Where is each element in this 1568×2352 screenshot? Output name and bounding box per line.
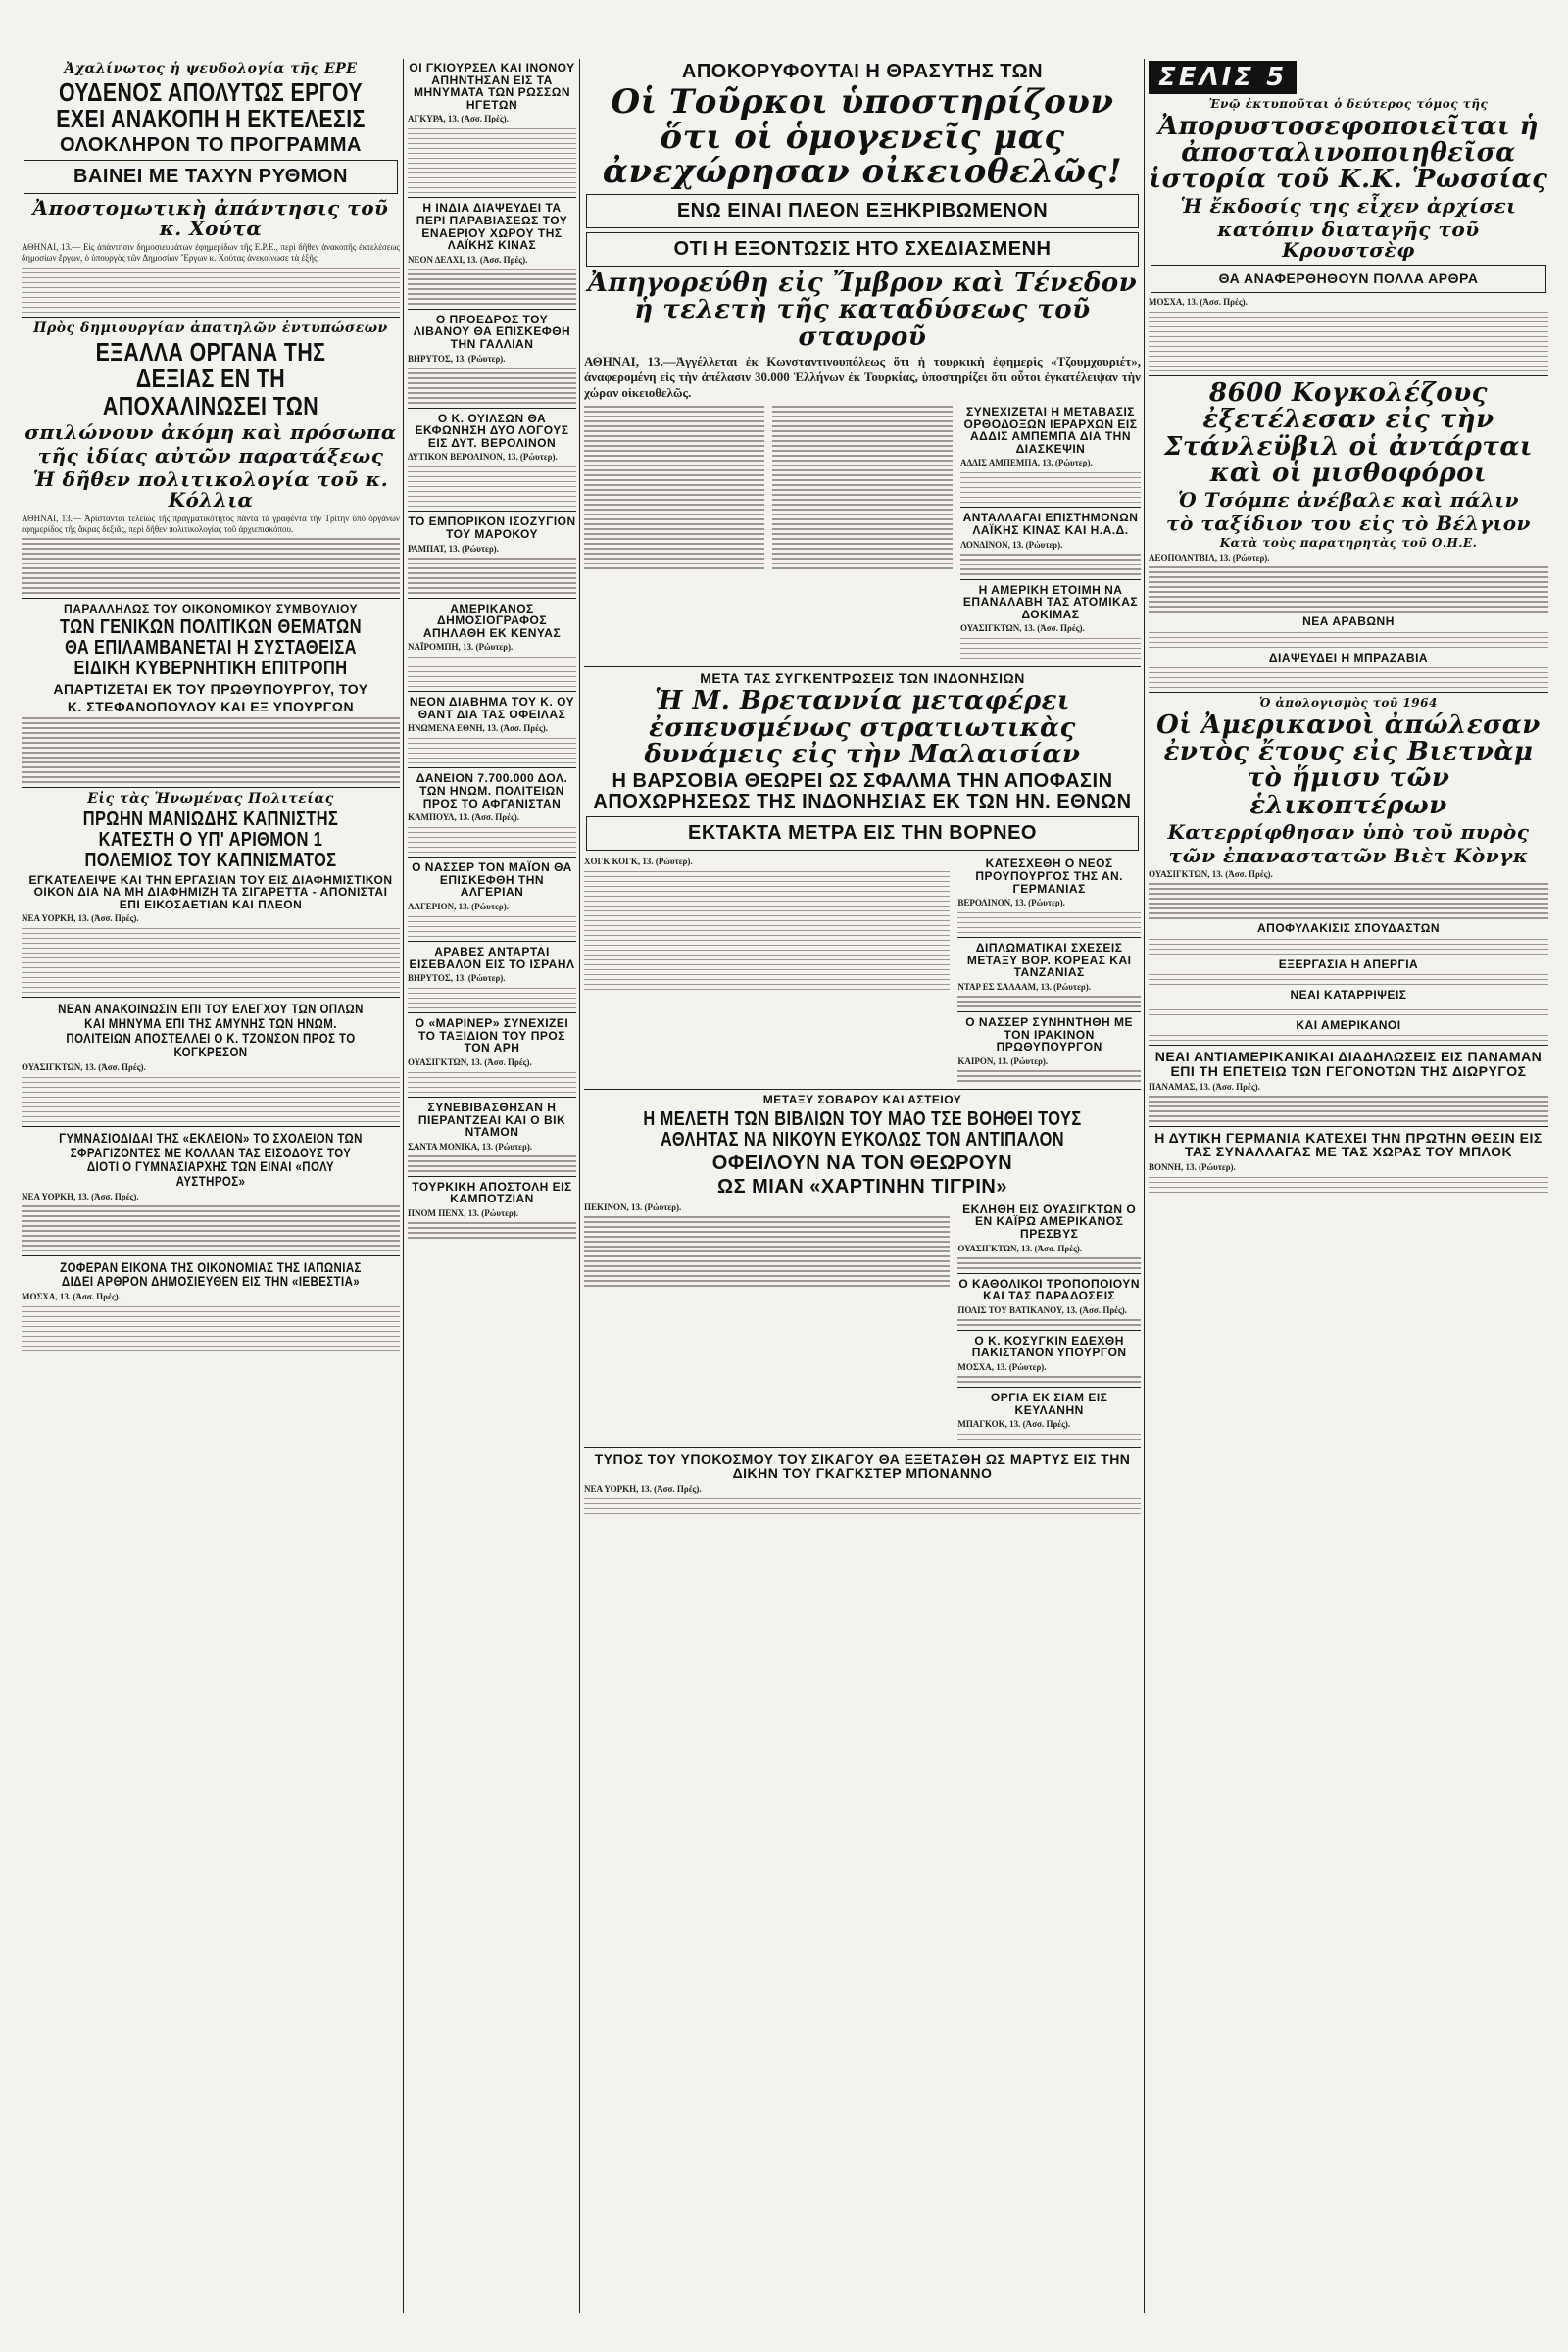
dateline: ΔΥΤΙΚΟΝ ΒΕΡΟΛΙΝΟΝ, 13. (Ρώυτερ).: [408, 452, 558, 463]
dateline: ΝΕΑ ΥΟΡΚΗ, 13. (Ἀσσ. Πρές).: [22, 913, 139, 924]
column-4: [1149, 59, 1548, 2313]
column-1: [22, 59, 400, 2313]
dateline: ΚΑΙΡΟΝ, 13. (Ρώυτερ).: [957, 1055, 1049, 1066]
subheadline: ΟΤΙ Η ΕΞΟΝΤΩΣΙΣ ΗΤΟ ΣΧΕΔΙΑΣΜΕΝΗ: [673, 238, 1052, 261]
column-3: [584, 59, 1141, 2313]
headline: 8600 Κογκολέζους ἐξετέλεσαν εἰς τὴν Στάνλεϋβιλ οἱ ἀντάρται καὶ οἱ μισθοφόροι: [1163, 378, 1534, 489]
headline: ΚΑΤΕΣΧΕΘΗ Ο ΝΕΟΣ ΠΡΟΥΠΟΥΡΓΟΣ ΤΗΣ ΑΝ. ΓΕΡΜΑΝΙΑΣ: [975, 857, 1123, 896]
dateline: ΑΔΔΙΣ ΑΜΠΕΜΠΑ, 13. (Ρώυτερ).: [960, 458, 1093, 468]
kicker: Κατὰ τοὺς παρατηρητὰς τοῦ Ο.Η.Ε.: [1219, 536, 1478, 551]
subheadline: ΘΑ ΑΝΑΦΕΡΘΗΘΟΥΝ ΠΟΛΛΑ ΑΡΘΡΑ: [1218, 270, 1479, 287]
dateline: ΚΑΜΠΟΥΛ, 13. (Ἀσσ. Πρές).: [408, 812, 520, 823]
headline: ΝΕΑΝ ΑΝΑΚΟΙΝΩΣΙΝ ΕΠΙ ΤΟΥ ΕΛΕΓΧΟΥ ΤΩΝ ΟΠΛΩΝ ΚΑΙ ΜΗΝΥΜΑ ΕΠΙ ΤΗΣ ΑΜΥΝΗΣ ΤΩΝ ΗΝΩΜ. ΠΟΛΙΤΕΙΩΝ ΑΠΟΣΤΕΛΛΕΙ Ο Κ. ΤΖΟΝΣΟΝ ΠΡΟΣ ΤΟ ΚΟΓΚΡΕΣΟΝ: [58, 1001, 364, 1060]
headline: Οἱ Τοῦρκοι ὑποστηρίζουν ὅτι οἱ ὁμογενεῖς μας ἀνεχώρησαν οἰκειοθελῶς!: [602, 82, 1123, 192]
dateline: ΑΓΚΥΡΑ, 13. (Ἀσσ. Πρές).: [408, 114, 509, 124]
subheadline: ΟΛΟΚΛΗΡΟΝ ΤΟ ΠΡΟΓΡΑΜΜΑ: [60, 134, 362, 157]
headline: ΑΡΑΒΕΣ ΑΝΤΑΡΤΑΙ ΕΙΣΕΒΑΛΟΝ ΕΙΣ ΤΟ ΙΣΡΑΗΛ: [409, 945, 575, 971]
dateline: ΒΗΡΥΤΟΣ, 13. (Ρώυτερ).: [408, 353, 506, 364]
subheadline: Κ. ΣΤΕΦΑΝΟΠΟΥΛΟΥ ΚΑΙ ΕΞ ΥΠΟΥΡΓΩΝ: [67, 699, 355, 715]
page-number-label: ΣΕΛΙΣ 5: [1149, 61, 1297, 94]
subheadline: ΕΓΚΑΤΕΛΕΙΨΕ ΚΑΙ ΤΗΝ ΕΡΓΑΣΙΑΝ ΤΟΥ ΕΙΣ ΔΙΑΦΗΜΙΣΤΙΚΟΝ ΟΙΚΟΝ ΔΙΑ ΝΑ ΜΗ ΔΙΑΦΗΜΙΖΗ ΤΑ ΣΙΓΑΡΕΤΤΑ - ΑΠΟΝΙΣΤΑΙ ΕΠΙ ΕΙΚΟΣΑΕΤΙΑΝ ΚΑΙ ΠΛΕΟΝ: [28, 872, 393, 911]
dateline: ΠΑΝΑΜΑΣ, 13. (Ἀσσ. Πρές).: [1149, 1081, 1260, 1092]
subheadline: ΕΚΤΑΚΤΑ ΜΕΤΡΑ ΕΙΣ ΤΗΝ ΒΟΡΝΕΟ: [687, 822, 1037, 845]
article-body: ΑΘΗΝΑΙ, 13.— Εἰς ἀπάντησιν δημοσιευμάτων ἐφημερίδων τῆς Ε.Ρ.Ε., περὶ δῆθεν ἀνακοπῆς ἐκτελέσεως δημοσίων ἔργων, ὁ ὑπουργὸς τῶν Δημοσίων Ἔργων κ. Χούτας ἀνεκοίνωσε τὰ ἑξῆς.: [22, 242, 400, 264]
kicker: ΑΠΟΚΟΡΥΦΟΥΤΑΙ Η ΘΡΑΣΥΤΗΣ ΤΩΝ: [681, 61, 1044, 82]
dateline: ΠΝΟΜ ΠΕΝΧ, 13. (Ρώυτερ).: [408, 1207, 519, 1218]
headline: Ο ΠΡΟΕΔΡΟΣ ΤΟΥ ΛΙΒΑΝΟΥ ΘΑ ΕΠΙΣΚΕΦΘΗ ΤΗΝ ΓΑΛΛΙΑΝ: [413, 312, 571, 351]
headline: ΕΚΛΗΘΗ ΕΙΣ ΟΥΑΣΙΓΚΤΩΝ Ο ΕΝ ΚΑΪΡΩ ΑΜΕΡΙΚΑΝΟΣ ΠΡΕΣΒΥΣ: [962, 1201, 1137, 1241]
section-label: ΝΕΑΙ ΚΑΤΑΡΡΙΨΕΙΣ: [1290, 987, 1407, 1002]
headline: Η ΑΜΕΡΙΚΗ ΕΤΟΙΜΗ ΝΑ ΕΠΑΝΑΛΑΒΗ ΤΑΣ ΑΤΟΜΙΚΑΣ ΔΟΚΙΜΑΣ: [962, 582, 1139, 621]
headline: Η ΔΥΤΙΚΗ ΓΕΡΜΑΝΙΑ ΚΑΤΕΧΕΙ ΤΗΝ ΠΡΩΤΗΝ ΘΕΣΙΝ ΕΙΣ ΤΑΣ ΣΥΝΑΛΛΑΓΑΣ ΜΕ ΤΑΣ ΧΩΡΑΣ ΤΟΥ ΜΠΛΟΚ: [1154, 1129, 1543, 1160]
subheadline: Κατερρίφθησαν ὑπὸ τοῦ πυρὸς: [1167, 819, 1530, 844]
column-rule: [403, 59, 404, 2313]
headline: ΔΙΠΛΩΜΑΤΙΚΑΙ ΣΧΕΣΕΙΣ ΜΕΤΑΞΥ ΒΟΡ. ΚΟΡΕΑΣ ΚΑΙ ΤΑΝΖΑΝΙΑΣ: [966, 941, 1132, 980]
subheadline: Ἡ δῆθεν πολιτικολογία τοῦ κ. Κόλλια: [32, 466, 389, 512]
dateline: ΟΥΑΣΙΓΚΤΩΝ, 13. (Ἀσσ. Πρές).: [960, 623, 1085, 634]
kicker: ΜΕΤΑΞΥ ΣΟΒΑΡΟΥ ΚΑΙ ΑΣΤΕΙΟΥ: [762, 1093, 962, 1107]
dateline: ΜΟΣΧΑ, 13. (Ρώυτερ).: [957, 1361, 1047, 1372]
kicker: ΜΕΤΑ ΤΑΣ ΣΥΓΚΕΝΤΡΩΣΕΙΣ ΤΩΝ ΙΝΔΟΝΗΣΙΩΝ: [700, 669, 1025, 686]
subheadline: ΕΝΩ ΕΙΝΑΙ ΠΛΕΟΝ ΕΞΗΚΡΙΒΩΜΕΝΟΝ: [676, 200, 1049, 222]
headline: ΝΕΑΙ ΑΝΤΙΑΜΕΡΙΚΑΝΙΚΑΙ ΔΙΑΔΗΛΩΣΕΙΣ ΕΙΣ ΠΑΝΑΜΑΝ ΕΠΙ ΤΗ ΕΠΕΤΕΙΩ ΤΩΝ ΓΕΓΟΝΟΤΩΝ ΤΗΣ ΔΙΩΡΥΓΟΣ: [1154, 1049, 1543, 1079]
dateline: ΠΟΛΙΣ ΤΟΥ ΒΑΤΙΚΑΝΟΥ, 13. (Ἀσσ. Πρές).: [957, 1304, 1128, 1315]
headline: Ἡ Μ. Βρεταννία μεταφέρει ἐσπευσμένως στρατιωτικὰς δυνάμεις εἰς τὴν Μαλαισίαν: [644, 686, 1081, 770]
headline: ΟΥΔΕΝΟΣ ΑΠΟΛΥΤΩΣ ΕΡΓΟΥ ΕΧΕΙ ΑΝΑΚΟΠΗ Η ΕΚΤΕΛΕΣΙΣ: [56, 76, 366, 133]
headline: Ο ΝΑΣΣΕΡ ΤΟΝ ΜΑΪΟΝ ΘΑ ΕΠΙΣΚΕΦΘΗ ΤΗΝ ΑΛΓΕΡΙΑΝ: [412, 860, 572, 900]
dateline: ΒΟΝΝΗ, 13. (Ρώυτερ).: [1149, 1162, 1236, 1173]
dateline: ΝΕΟΝ ΔΕΛΧΙ, 13. (Ἀσσ. Πρές).: [408, 254, 528, 265]
subheadline: Ἀπηγορεύθη εἰς Ἴμβρον καὶ Τένεδον ἡ τελετὴ τῆς καταδύσεως τοῦ σταυροῦ: [587, 269, 1138, 352]
dateline: ΑΛΓΕΡΙΟΝ, 13. (Ρώυτερ).: [408, 902, 509, 912]
headline: Η ΜΕΛΕΤΗ ΤΩΝ ΒΙΒΛΙΩΝ ΤΟΥ ΜΑΟ ΤΣΕ ΒΟΗΘΕΙ ΤΟΥΣ ΑΘΛΗΤΑΣ ΝΑ ΝΙΚΟΥΝ ΕΥΚΟΛΩΣ ΤΟΝ ΑΝΤΙΠΑΛΟΝ: [643, 1107, 1082, 1151]
subheadline: ΩΣ ΜΙΑΝ «ΧΑΡΤΙΝΗΝ ΤΙΓΡΙΝ»: [717, 1175, 1007, 1198]
dateline: ΒΗΡΥΤΟΣ, 13. (Ρώυτερ).: [408, 973, 506, 984]
headline: ΣΥΝΕΧΙΖΕΤΑΙ Η ΜΕΤΑΒΑΣΙΣ ΟΡΘΟΔΟΞΩΝ ΙΕΡΑΡΧΩΝ ΕΙΣ ΑΔΔΙΣ ΑΜΠΕΜΠΑ ΔΙΑ ΤΗΝ ΔΙΑΣΚΕΨΙΝ: [963, 404, 1138, 456]
headline: Η ΙΝΔΙΑ ΔΙΑΨΕΥΔΕΙ ΤΑ ΠΕΡΙ ΠΑΡΑΒΙΑΣΕΩΣ ΤΟΥ ΕΝΑΕΡΙΟΥ ΧΩΡΟΥ ΤΗΣ ΛΑΪΚΗΣ ΚΙΝΑΣ: [416, 201, 568, 253]
dateline: ΜΠΑΓΚΟΚ, 13. (Ἀσσ. Πρές).: [957, 1419, 1071, 1430]
headline: ΑΝΤΑΛΛΑΓΑΙ ΕΠΙΣΤΗΜΟΝΩΝ ΛΑΪΚΗΣ ΚΙΝΑΣ ΚΑΙ Η.Α.Δ.: [962, 511, 1139, 537]
headline: ΟΙ ΓΚΙΟΥΡΣΕΛ ΚΑΙ ΙΝΟΝΟΥ ΑΠΗΝΤΗΣΑΝ ΕΙΣ ΤΑ ΜΗΝΥΜΑΤΑ ΤΩΝ ΡΩΣΣΩΝ ΗΓΕΤΩΝ: [409, 61, 575, 112]
headline: ΣΥΝΕΒΙΒΑΣΘΗΣΑΝ Η ΠΙΕΡΑΝΤΖΕΑΙ ΚΑΙ Ο ΒΙΚ ΝΤΑΜΟΝ: [417, 1101, 566, 1140]
headline: Ο ΝΑΣΣΕΡ ΣΥΝΗΝΤΗΘΗ ΜΕ ΤΟΝ ΙΡΑΚΙΝΟΝ ΠΡΩΘΥΠΟΥΡΓΟΝ: [965, 1014, 1134, 1054]
kicker: ΠΑΡΑΛΛΗΛΩΣ ΤΟΥ ΟΙΚΟΝΟΜΙΚΟΥ ΣΥΜΒΟΥΛΙΟΥ: [64, 601, 358, 615]
subheadline: Η ΒΑΡΣΟΒΙΑ ΘΕΩΡΕΙ ΩΣ ΣΦΑΛΜΑ ΤΗΝ ΑΠΟΦΑΣΙΝ ΑΠΟΧΩΡΗΣΕΩΣ ΤΗΣ ΙΝΔΟΝΗΣΙΑΣ ΕΚ ΤΩΝ ΗΝ. ΕΘΝΩΝ: [593, 770, 1132, 813]
section-label: ΔΙΑΨΕΥΔΕΙ Η ΜΠΡΑΖΑΒΙΑ: [1268, 650, 1429, 664]
dateline: ΜΟΣΧΑ, 13. (Ἀσσ. Πρές).: [22, 1292, 121, 1302]
article-lead: ΑΘΗΝΑΙ, 13.—Ἀγγέλλεται ἐκ Κωνσταντινουπόλεως ὅτι ἡ τουρκικὴ ἐφημερὶς «Τζουμχουριέτ», ἀναφερομένη εἰς τὴν ἀπέλασιν 30.000 Ἑλλήνων ἐκ Τουρκίας, ὑποστηρίζει ὅτι οὗτοι ἐγκατέλειψαν τὴν χώραν οἰκειοθελῶς.: [584, 353, 1141, 400]
dateline: ΟΥΑΣΙΓΚΤΩΝ, 13. (Ἀσσ. Πρές).: [957, 1243, 1083, 1253]
subheadline: Ἡ ἔκδοσίς της εἶχεν ἀρχίσει: [1180, 194, 1517, 219]
headline: ΤΟ ΕΜΠΟΡΙΚΟΝ ΙΣΟΖΥΓΙΟΝ ΤΟΥ ΜΑΡΟΚΟΥ: [408, 514, 576, 541]
dateline: ΟΥΑΣΙΓΚΤΩΝ, 13. (Ἀσσ. Πρές).: [408, 1057, 532, 1067]
subheadline: τὸ ταξίδιον του εἰς τὸ Βέλγιον: [1166, 512, 1531, 536]
subheadline: σπιλώνουν ἀκόμη καὶ πρόσωπα: [24, 419, 397, 444]
subheadline: τῆς ἰδίας αὐτῶν παρατάξεως: [37, 443, 384, 467]
kicker: Πρὸς δημιουργίαν ἀπατηλῶν ἐντυπώσεων: [33, 320, 388, 337]
section-label: ΝΕΑ ΑΡΑΒΩΝΗ: [1302, 614, 1395, 629]
headline: ΤΟΥΡΚΙΚΗ ΑΠΟΣΤΟΛΗ ΕΙΣ ΚΑΜΠΟΤΖΙΑΝ: [412, 1179, 572, 1206]
column-rule: [1144, 59, 1145, 2313]
subheadline: τῶν ἐπαναστατῶν Βιὲτ Κὸνγκ: [1168, 843, 1529, 867]
section-label: ΚΑΙ ΑΜΕΡΙΚΑΝΟΙ: [1296, 1017, 1401, 1032]
column-rule: [579, 59, 580, 2313]
headline: ΑΜΕΡΙΚΑΝΟΣ ΔΗΜΟΣΙΟΓΡΑΦΟΣ ΑΠΗΛΑΘΗ ΕΚ ΚΕΝΥΑΣ: [422, 601, 562, 640]
subheadline: Ἀποστομωτικὴ ἀπάντησις τοῦ κ. Χούτα: [32, 196, 389, 241]
section-label: ΑΠΟΦΥΛΑΚΙΣΙΣ ΣΠΟΥΔΑΣΤΩΝ: [1256, 921, 1440, 936]
article-body: ΑΘΗΝΑΙ, 13.— Ἀρίστανται τελείως τῆς πραγματικότητος πάντα τὰ γραφέντα τὴν Τρίτην ὑπὸ ὀργάνων ἐφημερίδος τῆς ἄκρας δεξιᾶς, περὶ δῆθεν πολιτικολογίας τοῦ ἀρχιεπισκόπου.: [22, 513, 400, 534]
dateline: ΒΕΡΟΛΙΝΟΝ, 13. (Ρώυτερ).: [957, 898, 1065, 908]
kicker: Εἰς τὰς Ἡνωμένας Πολιτείας: [87, 790, 334, 807]
headline: ΠΡΩΗΝ ΜΑΝΙΩΔΗΣ ΚΑΠΝΙΣΤΗΣ ΚΑΤΕΣΤΗ Ο ΥΠ' ΑΡΙΘΜΟΝ 1 ΠΟΛΕΜΙΟΣ ΤΟΥ ΚΑΠΝΙΣΜΑΤΟΣ: [82, 808, 339, 871]
subheadline: ΒΑΙΝΕΙ ΜΕ ΤΑΧΥΝ ΡΥΘΜΟΝ: [74, 166, 348, 188]
headline: ΔΑΝΕΙΟΝ 7.700.000 ΔΟΛ. ΤΩΝ ΗΝΩΜ. ΠΟΛΙΤΕΙΩΝ ΠΡΟΣ ΤΟ ΑΦΓΑΝΙΣΤΑΝ: [416, 771, 568, 810]
dateline: ΣΑΝΤΑ ΜΟΝΙΚΑ, 13. (Ρώυτερ).: [408, 1141, 533, 1152]
dateline: ΟΥΑΣΙΓΚΤΩΝ, 13. (Ἀσσ. Πρές).: [1149, 868, 1273, 879]
headline: ΤΥΠΟΣ ΤΟΥ ΥΠΟΚΟΣΜΟΥ ΤΟΥ ΣΙΚΑΓΟΥ ΘΑ ΕΞΕΤΑΣΘΗ ΩΣ ΜΑΡΤΥΣ ΕΙΣ ΤΗΝ ΔΙΚΗΝ ΤΟΥ ΓΚΑΓΚΣΤΕΡ ΜΠΟΝΑΝΝΟ: [594, 1450, 1131, 1482]
subheadline: ΟΦΕΙΛΟΥΝ ΝΑ ΤΟΝ ΘΕΩΡΟΥΝ: [711, 1152, 1013, 1174]
headline: Οἱ Ἀμερικανοὶ ἀπώλεσαν ἐντὸς ἔτους εἰς Βιετνὰμ τὸ ἥμισυ τῶν ἑλικοπτέρων: [1156, 710, 1541, 820]
headline: Ο Κ. ΚΟΣΥΓΚΙΝ ΕΔΕΧΘΗ ΠΑΚΙΣΤΑΝΟΝ ΥΠΟΥΡΓΟΝ: [971, 1333, 1127, 1360]
subheadline: ΑΠΑΡΤΙΖΕΤΑΙ ΕΚ ΤΟΥ ΠΡΩΘΥΠΟΥΡΓΟΥ, ΤΟΥ: [53, 681, 368, 698]
headline: ΝΕΟΝ ΔΙΑΒΗΜΑ ΤΟΥ Κ. ΟΥ ΘΑΝΤ ΔΙΑ ΤΑΣ ΟΦΕΙΛΑΣ: [409, 695, 575, 721]
headline: Ο ΚΑΘΟΛΙΚΟΙ ΤΡΟΠΟΠΟΙΟΥΝ ΚΑΙ ΤΑΣ ΠΑΡΑΔΟΣΕΙΣ: [958, 1276, 1140, 1303]
headline: ΕΞΑΛΛΑ ΟΡΓΑΝΑ ΤΗΣ ΔΕΞΙΑΣ ΕΝ ΤΗ ΑΠΟΧΑΛΙΝΩΣΕΙ ΤΩΝ: [95, 336, 326, 420]
column-2: [408, 59, 576, 2313]
dateline: ΧΟΓΚ ΚΟΓΚ, 13. (Ρώυτερ).: [584, 857, 693, 867]
headline: Ο Κ. ΟΥΙΛΣΩΝ ΘΑ ΕΚΦΩΝΗΣΗ ΔΥΟ ΛΟΓΟΥΣ ΕΙΣ ΔΥΤ. ΒΕΡΟΛΙΝΟΝ: [415, 411, 569, 450]
kicker: Ἐνῷ ἐκτυποῦται ὁ δεύτερος τόμος τῆς: [1208, 97, 1489, 111]
dateline: ΠΕΚΙΝΟΝ, 13. (Ρώυτερ).: [584, 1201, 682, 1212]
headline: ΓΥΜΝΑΣΙΟΔΙΔΑΙ ΤΗΣ «ΕΚΛΕΙΟΝ» ΤΟ ΣΧΟΛΕΙΟΝ ΤΩΝ ΣΦΡΑΓΙΖΟΝΤΕΣ ΜΕ ΚΟΛΛΑΝ ΤΑΣ ΕΙΣΟΔΟΥΣ ΤΟΥ ΔΙΟΤΙ Ο ΓΥΜΝΑΣΙΑΡΧΗΣ ΤΩΝ ΕΙΝΑΙ «ΠΟΛΥ ΑΥΣΤΗΡΟΣ»: [59, 1130, 363, 1190]
dateline: ΝΕΑ ΥΟΡΚΗ, 13. (Ἀσσ. Πρές).: [584, 1484, 702, 1494]
subheadline: κατόπιν διαταγῆς τοῦ Κρουστσὲφ: [1217, 218, 1480, 263]
dateline: ΛΟΝΔΙΝΟΝ, 13. (Ρώυτερ).: [960, 539, 1063, 550]
dateline: ΝΕΑ ΥΟΡΚΗ, 13. (Ἀσσ. Πρές).: [22, 1191, 139, 1201]
subheadline: Ὁ Τσόμπε ἀνέβαλε καὶ πάλιν: [1178, 488, 1519, 513]
headline: Ο «ΜΑΡΙΝΕΡ» ΣΥΝΕΧΙΖΕΙ ΤΟ ΤΑΞΙΔΙΟΝ ΤΟΥ ΠΡΟΣ ΤΟΝ ΑΡΗ: [415, 1016, 569, 1055]
dateline: ΟΥΑΣΙΓΚΤΩΝ, 13. (Ἀσσ. Πρές).: [22, 1062, 146, 1073]
headline: ΟΡΓΙΑ ΕΚ ΣΙΑΜ ΕΙΣ ΚΕΥΛΑΝΗΝ: [990, 1390, 1108, 1417]
kicker: Ἀχαλίνωτος ἡ ψευδολογία τῆς ΕΡΕ: [64, 61, 358, 76]
dateline: ΛΕΟΠΟΛΝΤΒΙΛ, 13. (Ρώυτερ).: [1149, 552, 1270, 563]
dateline: ΗΝΩΜΕΝΑ ΕΘΝΗ, 13. (Ἀσσ. Πρές).: [408, 723, 548, 734]
dateline: ΝΤΑΡ ΕΣ ΣΑΛΑΑΜ, 13. (Ρώυτερ).: [957, 981, 1091, 992]
section-label: ΕΞΕΡΓΑΣΙΑ Η ΑΠΕΡΓΙΑ: [1278, 956, 1419, 971]
headline: Ἀπορυστοσεφοποιεῖται ἡ ἀποσταλινοποιηθεῖσα ἱστορία τοῦ Κ.Κ. Ῥωσσίας: [1149, 111, 1548, 195]
headline: ΤΩΝ ΓΕΝΙΚΩΝ ΠΟΛΙΤΙΚΩΝ ΘΕΜΑΤΩΝ ΘΑ ΕΠΙΛΑΜΒΑΝΕΤΑΙ Η ΣΥΣΤΑΘΕΙΣΑ ΕΙΔΙΚΗ ΚΥΒΕΡΝΗΤΙΚΗ ΕΠΙΤΡΟΠΗ: [60, 616, 362, 680]
dateline: ΜΟΣΧΑ, 13. (Ἀσσ. Πρές).: [1149, 297, 1248, 308]
dateline: ΡΑΜΠΑΤ, 13. (Ρώυτερ).: [408, 543, 499, 554]
headline: ΖΟΦΕΡΑΝ ΕΙΚΟΝΑ ΤΗΣ ΟΙΚΟΝΟΜΙΑΣ ΤΗΣ ΙΑΠΩΝΙΑΣ ΔΙΔΕΙ ΑΡΘΡΟΝ ΔΗΜΟΣΙΕΥΘΕΝ ΕΙΣ ΤΗΝ «ΙΕΒΕΣΤΙΑ»: [60, 1258, 362, 1290]
kicker: Ὁ ἀπολογισμὸς τοῦ 1964: [1259, 696, 1438, 710]
dateline: ΝΑΪΡΟΜΠΗ, 13. (Ρώυτερ).: [408, 642, 514, 653]
